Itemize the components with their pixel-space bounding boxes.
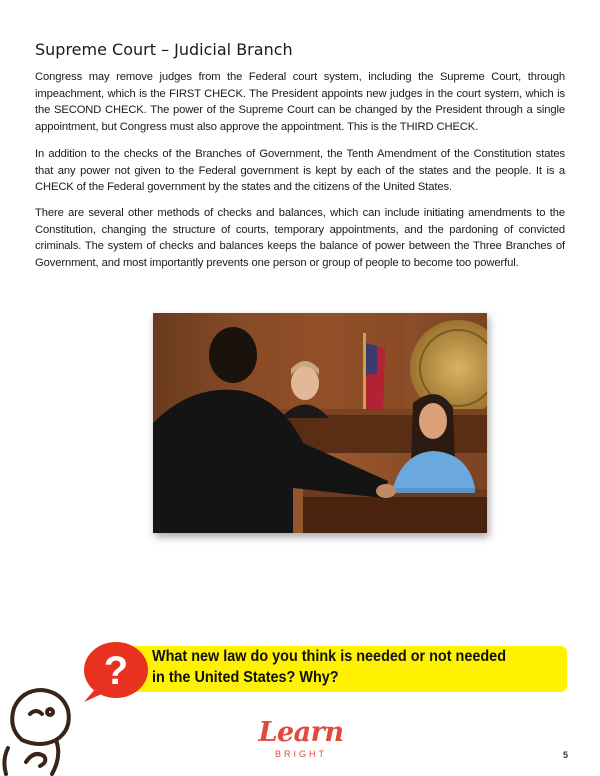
courtroom-photo <box>153 313 487 533</box>
paragraph-other-methods: There are several other methods of checks and balances, which can include initiating amendments to the Constitution, changing the structure of courts, temporary appointments, and the pardoning of convicted criminals. The system of checks and balances keeps the balance of power between the Three Branches of Government, and most importantly prevents one person or group of people to become too powerful. <box>35 207 565 269</box>
paragraph-tenth-amendment: In addition to the checks of the Branches of Government, the Tenth Amendment of the Constitution states that any power not given to the Federal government is kept by each of the states and the people. It is a CHECK of the Federal government by the states and the citizens of the United States. <box>35 148 565 193</box>
question-line-2: in the United States? Why? <box>152 669 339 686</box>
logo-subtitle: BRIGHT <box>274 749 327 759</box>
logo-word: Learn <box>258 717 344 748</box>
paragraph-checks-by-congress: Congress may remove judges from the Federal court system, including the Supreme Court, through impeachment, which is the FIRST CHECK. The President appoints new judges in the court system, which is the SECOND CHECK. The power of the Supreme Court can be changed by the President through a single appointment, but Congress must also approve the appointment. This is the THIRD CHECK. <box>35 71 565 133</box>
thinking-kid-illustration <box>0 678 100 776</box>
section-heading: Supreme Court – Judicial Branch <box>35 40 293 59</box>
page-number: 5 <box>563 750 569 760</box>
question-symbol: ? <box>103 649 129 693</box>
learn-bright-logo <box>246 718 356 770</box>
question-line-1: What new law do you think is needed or not needed <box>152 648 507 665</box>
question-prompt <box>152 646 524 688</box>
